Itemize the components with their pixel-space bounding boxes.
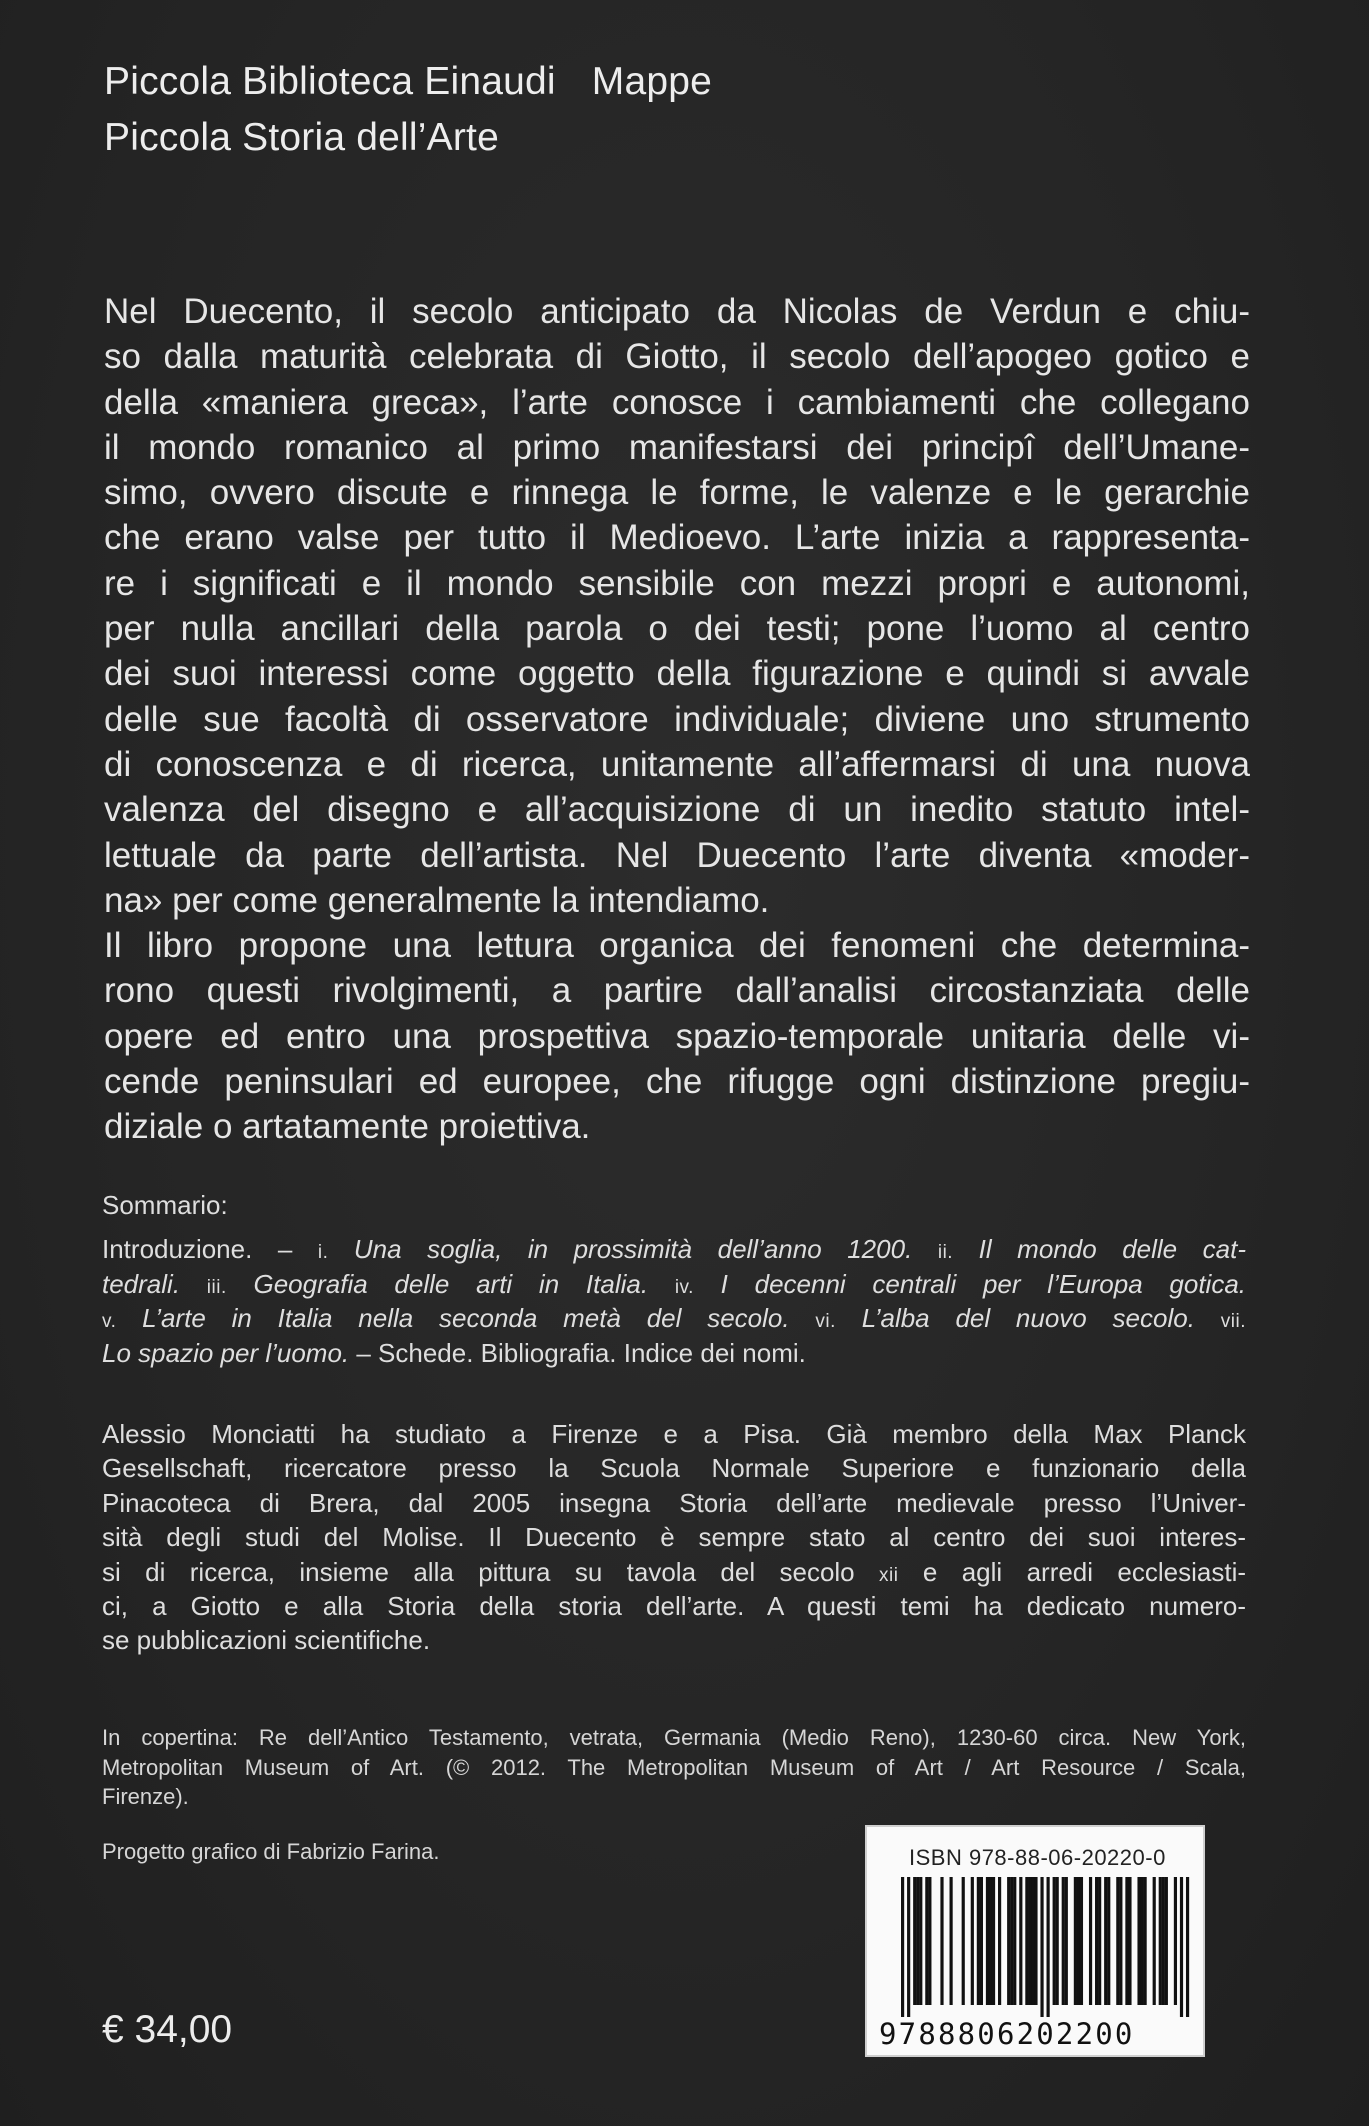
credit-line: Metropolitan Museum of Art. (© 2012. The Metropolitan Museum of Art / Art Resource / Scala, bbox=[102, 1754, 1246, 1780]
chapter-number: vii. bbox=[1220, 1311, 1246, 1332]
barcode-bar bbox=[1019, 1877, 1022, 2005]
price: € 34,00 bbox=[102, 2008, 233, 2051]
description-line: delle sue facoltà di osservatore individuale; diviene uno strumento bbox=[104, 699, 1250, 739]
cover-credit bbox=[102, 1723, 1246, 1812]
description-line: Nel Duecento, il secolo anticipato da Nicolas de Verdun e chiu- bbox=[104, 292, 1250, 331]
description-line: na» per come generalmente la intendiamo. bbox=[104, 880, 770, 920]
chapter-number: vi. bbox=[815, 1311, 836, 1332]
chapter-number: ii. bbox=[937, 1242, 954, 1263]
description-line: della «maniera greca», l’arte conosce i cambiamenti che collegano bbox=[104, 382, 1250, 422]
bio-text: e agli arredi ecclesiasti- bbox=[922, 1556, 1247, 1587]
barcode-bar bbox=[998, 1877, 1001, 2005]
description-line: valenza del disegno e all’acquisizione di un inedito statuto intel- bbox=[104, 790, 1250, 830]
description-line: diziale o artatamente proiettiva. bbox=[104, 1107, 591, 1147]
bio-line: sità degli studi del Molise. Il Duecento è sempre stato al centro dei suoi interes- bbox=[102, 1522, 1246, 1553]
description-line: rono questi rivolgimenti, a partire dall’analisi circostanziata delle bbox=[104, 971, 1250, 1011]
bio-line: Gesellschaft, ricercatore presso la Scuola Normale Superiore e funzionario della bbox=[102, 1453, 1246, 1484]
barcode-bar bbox=[986, 1877, 989, 2005]
barcode-bar bbox=[1047, 1877, 1050, 2017]
barcode-bar bbox=[1104, 1877, 1107, 2005]
barcode-bar bbox=[1119, 1877, 1122, 2005]
contents-line bbox=[102, 1336, 1246, 1371]
barcode-bar bbox=[1153, 1877, 1156, 2005]
barcode-bar bbox=[1028, 1877, 1031, 2005]
barcode-bar bbox=[916, 1877, 919, 2005]
series-name: Piccola Biblioteca Einaudi bbox=[104, 60, 556, 103]
barcode-label bbox=[865, 1825, 1205, 2057]
design-credit: Progetto grafico di Fabrizio Farina. bbox=[102, 1839, 440, 1864]
barcode-bar bbox=[992, 1877, 995, 2005]
barcode-bar bbox=[1137, 1877, 1140, 2005]
barcode-bar bbox=[1007, 1877, 1010, 2005]
barcode-bar bbox=[989, 1877, 992, 2005]
barcode-bar bbox=[913, 1877, 916, 2005]
description-line: per nulla ancillari della parola o dei testi; pone l’uomo al centro bbox=[104, 609, 1250, 649]
barcode-bar bbox=[971, 1877, 974, 2005]
barcode-bar bbox=[1180, 1877, 1183, 2017]
barcode-bar bbox=[980, 1877, 983, 2005]
barcode-bar bbox=[1010, 1877, 1013, 2005]
description-line: lettuale da parte dell’artista. Nel Duecento l’arte diventa «moder- bbox=[104, 835, 1250, 875]
bio-line: se pubblicazioni scientifiche. bbox=[102, 1625, 431, 1656]
chapter-title: I decenni centrali per l’Europa gotica. bbox=[720, 1268, 1247, 1299]
chapter-number: iii. bbox=[206, 1276, 227, 1298]
barcode-bar bbox=[901, 1877, 904, 2017]
barcode-bar bbox=[1095, 1877, 1098, 2005]
bio-line bbox=[102, 1555, 1246, 1589]
bio-line: Alessio Monciatti ha studiato a Firenze e a Pisa. Già membro della Max Planck bbox=[102, 1419, 1246, 1449]
isbn-number: ISBN 978-88-06-20220-0 bbox=[909, 1845, 1166, 1870]
barcode-bar bbox=[1056, 1877, 1059, 2005]
barcode-bar bbox=[1144, 1877, 1147, 2005]
bio-line: Pinacoteca di Brera, dal 2005 insegna Storia dell’arte medievale presso l’Univer- bbox=[102, 1487, 1246, 1518]
barcode-bar bbox=[1165, 1877, 1168, 2005]
book-description bbox=[104, 289, 1250, 1150]
description-line: so dalla maturità celebrata di Giotto, il secolo dell’apogeo gotico e bbox=[104, 337, 1250, 377]
chapter-title: Geografia delle arti in Italia. bbox=[253, 1268, 649, 1299]
barcode-bar bbox=[1125, 1877, 1128, 2005]
barcode-bar bbox=[977, 1877, 980, 2005]
barcode-bar bbox=[1128, 1877, 1131, 2005]
barcode-bars bbox=[879, 1877, 1193, 2017]
contents-intro: Introduzione. – bbox=[102, 1234, 318, 1264]
century-numeral: xii bbox=[879, 1564, 899, 1586]
barcode-bar bbox=[1174, 1877, 1177, 2005]
barcode-digits: 9788806202200 bbox=[879, 2017, 1135, 2051]
chapter-number: i. bbox=[317, 1242, 329, 1263]
barcode-bar bbox=[1159, 1877, 1162, 2005]
description-line: re i significati e il mondo sensibile con mezzi propri e autonomi, bbox=[104, 563, 1250, 603]
table-of-contents bbox=[102, 1232, 1246, 1370]
chapter-title: tedrali. bbox=[102, 1268, 181, 1299]
chapter-title: Una soglia, in prossimità dell’anno 1200. bbox=[353, 1234, 913, 1264]
description-line: di conoscenza e di ricerca, unitamente all’affermarsi di una nuova bbox=[104, 744, 1250, 784]
barcode-bar bbox=[1062, 1877, 1065, 2005]
barcode-bar bbox=[928, 1877, 931, 2005]
barcode-bar bbox=[1186, 1877, 1189, 2017]
description-line: cende peninsulari ed europee, che rifugge ogni distinzione pregiu- bbox=[104, 1062, 1250, 1102]
chapter-title: Lo spazio per l’uomo. bbox=[102, 1337, 350, 1368]
description-line: il mondo romanico al primo manifestarsi dei principî dell’Umane- bbox=[104, 427, 1250, 467]
barcode-bar bbox=[919, 1877, 922, 2005]
barcode-bar bbox=[1074, 1877, 1077, 2005]
barcode-bar bbox=[1053, 1877, 1056, 2005]
chapter-number: v. bbox=[102, 1311, 117, 1332]
collection-name: Piccola Storia dell’Arte bbox=[104, 116, 499, 159]
barcode-bar bbox=[1098, 1877, 1101, 2005]
contents-tail: – Schede. Bibliografia. Indice dei nomi. bbox=[349, 1337, 806, 1368]
bio-text: si di ricerca, insieme alla pittura su tavola del secolo bbox=[102, 1556, 855, 1587]
barcode-bar bbox=[1089, 1877, 1092, 2005]
series-heading bbox=[104, 54, 712, 166]
author-bio bbox=[102, 1417, 1246, 1658]
barcode-bar bbox=[1013, 1877, 1016, 2005]
description-line: Il libro propone una lettura organica dei fenomeni che determina- bbox=[104, 926, 1250, 966]
contents-line bbox=[102, 1232, 1246, 1267]
description-line: dei suoi interessi come oggetto della figurazione e quindi si avvale bbox=[104, 654, 1250, 694]
series-subname: Mappe bbox=[591, 60, 713, 103]
description-line: simo, ovvero discute e rinnega le forme, le valenze e le gerarchie bbox=[104, 473, 1250, 513]
description-line: opere ed entro una prospettiva spazio-temporale unitaria delle vi- bbox=[104, 1016, 1250, 1056]
contents-line bbox=[102, 1301, 1246, 1336]
barcode-bar bbox=[925, 1877, 928, 2005]
barcode-bar bbox=[1080, 1877, 1083, 2005]
contents-heading: Sommario: bbox=[102, 1190, 228, 1220]
barcode-bar bbox=[1140, 1877, 1143, 2005]
contents-line bbox=[102, 1267, 1246, 1302]
bio-line: ci, a Giotto e alla Storia della storia dell’arte. A questi temi ha dedicato numero- bbox=[102, 1590, 1246, 1621]
barcode-bar bbox=[1034, 1877, 1037, 2005]
description-line: che erano valse per tutto il Medioevo. L’arte inizia a rappresenta- bbox=[104, 518, 1250, 558]
credit-line: In copertina: Re dell’Antico Testamento, vetrata, Germania (Medio Reno), 1230-60 circa. New York, bbox=[102, 1725, 1246, 1750]
barcode-bar bbox=[940, 1877, 943, 2005]
barcode-bar bbox=[962, 1877, 965, 2005]
barcode-bar bbox=[950, 1877, 953, 2005]
barcode-bar bbox=[1116, 1877, 1119, 2005]
barcode-bar bbox=[1065, 1877, 1068, 2005]
credit-line: Firenze). bbox=[102, 1784, 189, 1809]
chapter-title: L’alba del nuovo secolo. bbox=[861, 1303, 1195, 1333]
barcode-bar bbox=[1077, 1877, 1080, 2005]
chapter-number: iv. bbox=[674, 1276, 694, 1298]
chapter-title: Il mondo delle cat- bbox=[978, 1234, 1246, 1264]
barcode-bar bbox=[1107, 1877, 1110, 2005]
barcode-bar bbox=[907, 1877, 910, 2017]
barcode-bar bbox=[1025, 1877, 1028, 2005]
chapter-title: L’arte in Italia nella seconda metà del secolo. bbox=[142, 1303, 790, 1333]
barcode-bar bbox=[1031, 1877, 1034, 2005]
barcode-bar bbox=[1040, 1877, 1043, 2017]
barcode-bar bbox=[1162, 1877, 1165, 2005]
